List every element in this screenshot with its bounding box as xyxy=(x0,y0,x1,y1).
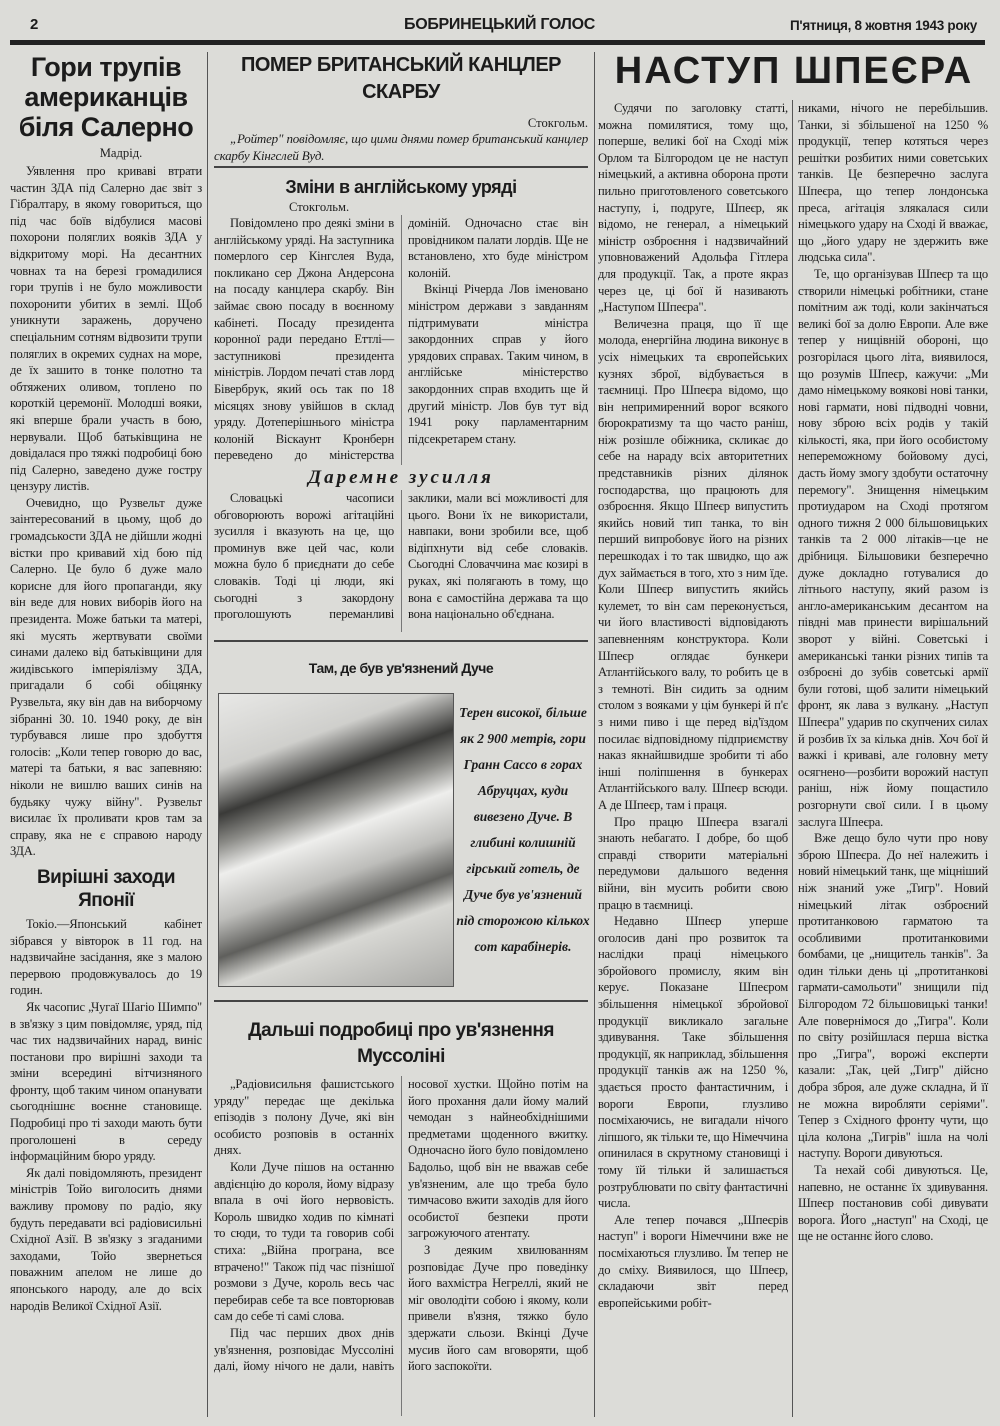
paragraph: Але тепер почався „Шпеєрів наступ" і вороги Німеччини вже не посміхаються глузливо. Їм тепер не до сміху. Виявилося, що Шпеєр, складаючи звіт перед европейськими робіт- xyxy=(598,1212,788,1310)
newspaper-name: БОБРИНЕЦЬКИЙ ГОЛОС xyxy=(404,16,595,33)
paragraph: Про працю Шпеєра взагалі знають небагато. І добре, бо щоб справді створити матеріальні передумови дальшого ведення війни, він мусить робити свою працю в таємниці. xyxy=(598,814,788,912)
dateline: Мадрід. xyxy=(99,146,143,160)
headline: Гори трупів американців біля Салерно xyxy=(18,52,194,142)
headline: Вирішні заходи Японії xyxy=(36,866,176,911)
paragraph: Повідомлено про деякі зміни в англійському уряді. На заступника померлого сер Кінгслея Вуда, покликано сер Джона Андерсона на посаду канцлера скарбу. Він займає свою посаду в воєнному кабінеті. Посаду президента коронної ради передано Еттлі—заступникові президента міністрів. Лордом печаті став лорд Бівербрук, який ось так по 18 місяцях знову увійшов в склад уряду. Дотеперішнього міністра колоній Віскаунт Кронберн переведено до міністерства доміній. Одночасно стає він провідником палати лордів. Ще не встановлено, хто буде міністром колоній. xyxy=(214,216,588,463)
article-cabinet-changes xyxy=(214,174,588,465)
paragraph: Та нехай собі дивуються. Це, напевно, не останнє їх здивування. Шпеєр постановив собі дивувати ворога. Його „наступ" на Сході, це ще не останнє його слово. xyxy=(798,1163,988,1244)
article-body xyxy=(214,490,588,632)
section-rule xyxy=(214,1000,588,1002)
article-body-col4 xyxy=(598,100,788,1311)
photo-caption: Терен високої, більше як 2 900 метрів, гори Гранн Сассо в горах Абруццах, куди вивезено Дуче. В глибині колишній гірський готель, де Дуче був ув'язнений під сторожою кількох сот карабінерів. xyxy=(456,705,590,954)
paragraph: Уявлення про криваві втрати частин ЗДА під Салерно дає звіт з Гібралтару, в якому говориться, що під час боїв відбулися масові похорони поляглих вояків ЗДА у відкритому морі. На десантних човнах та на березі громадилися гори трупів і не було можливости похоронити убитих в землі. Щоб уникнути заражень, доручено спеціальним сотням відвозити трупи поляглих в окремих суднах на море, де їх зашито в тонке полотно та обтяжених оливом, топлено по короткій церемонії. Молодші вояки, які вперше брали участь в бою, нервували. Щоб батьківщина не довідалася про тяжкі подробиці бою під Салерно, заведено дуже гостру цензуру листів. xyxy=(10,164,202,494)
paragraph: З деяким хвилюванням розповідає Дуче про поведінку його вахмістра Негреллі, який не міг оволодіти собою і якому, коли привели в'язня, тяжко було здержати сльози. Вкінці Дуче мусив його сам вговоряти, щоб його заспокоїти. xyxy=(408,1242,588,1374)
column-divider xyxy=(594,52,595,1417)
headline: Дальші подробиці про ув'язнення Муссоліні xyxy=(248,1020,554,1067)
section-rule xyxy=(214,166,588,168)
paragraph: Коли Дуче пішов на останню авдієнцію до короля, йому відразу впала в очі його нервовість. Король швидко ходив по кімнаті то сюди, то туди та говорив собі стиха: „Війна програна, все втрачено!" Також під час пізнішої розмови з Дуче, король весь час перебирав себе та все повторював сам до себе ті самі слова. xyxy=(214,1159,394,1324)
paragraph: Судячи по заголовку статті, можна помилятися, тому що, поперше, великі бої на Сході між Орлом та Білгородом це не наступ німецький, а активна оборона проти пильно приготовленого советського наступу, і, подруге, Шпеєр, як відомо, не генерал, а німецький міністр озброєння і надзвичайний уповноважений Адольфа Гітлера для продукції. Так, а проте якраз через це, ці бої й називають „Наступом Шпеєра". xyxy=(598,101,788,315)
dateline: Стокгольм. xyxy=(289,200,350,214)
article-body xyxy=(10,916,202,1314)
dateline: Стокгольм. xyxy=(527,116,588,130)
column-divider xyxy=(792,100,793,1417)
photo-title: Там, де був ув'язнений Дуче xyxy=(308,660,494,676)
paragraph: Вкінці Річерда Лов іменовано міністром держави з завданням підтримувати міністра закордонних справ у його урядових справах. Таким чином, в англійське міністерство закордонних справ входить ще й другий міністр. Лов був тут від 1941 року парламентарним підсекретарем стану. xyxy=(408,282,588,446)
headline: Даремне зусилля xyxy=(308,467,494,488)
article-body xyxy=(214,1076,588,1416)
paragraph: „Радіовисильня фашистського уряду" передає ще декілька епізодів з полону Дуче, які він особисто розповів в останніх днях. xyxy=(214,1077,394,1158)
paragraph: Те, що організував Шпеєр та що створили німецькі робітники, стане помітним аж тоді, коли закінчаться великі бої за долю Европи. Але вже тепер у нищівній обороні, що розгорілася цього літа, виявилося, що розумів Шпеєр, кажучи: „Ми дамо німецькому воякові нові танки, нові гармати, нові підводні човни, нову зброю всіх родів у такій кількості, яка, при його особистому непереможному бойовому дусі, дасть йому змогу здобути остаточну перемогу". Знищення німецьким протиударом на Сході протягом одного тижня 2 000 більшовицьких танків та 2 000 літаків—це не дрібниця. Більшовики безперечно дуже докладно готувалися до літнього наступу, який разом із англо-американським десантом на півдні мав принести вирішальний зворот у війні. Советські і американські танки різних типів та озброєні до зубів советські армії були готові, щоб залити німецький фронт, як лава з вулкану. „Наступ Шпеєра" ударив по скупчених силах й розбив їх за кілька днів. Хоч бої й важкі і криваві, але головну мету осягнено—розбити ворожий наступ раніш, ніж йому пощастило розгорнути свої сили. І в цьому заслуга Шпеєра. xyxy=(798,266,988,829)
article-body xyxy=(214,131,588,164)
article-body xyxy=(214,215,588,465)
paragraph: Як часопис „Чугаї Шагіо Шимпо" в зв'язку з цим повідомляє, уряд, під час тих надзвичайних нарад, виніс постанови про вирішні заходи та зміни всередині вітчизняного фронту, щоб таким чином опанувати сьогоднішнє воєнне становище. Подробиці про ті заходи мають бути проголошені в середу інформаційним бюро уряду. xyxy=(10,999,202,1164)
header-rule xyxy=(10,40,985,45)
paragraph: Як далі повідомляють, президент міністрів Тойо виголосить днями важливу промову по радіо, яку будуть передавати всі радіовисильні Східної Азії. В зв'язку з згаданими заходами, Тойо звернеться поважним апелом не лише до японського народу, але до всіх народів Великої Східної Азії. xyxy=(10,1165,202,1313)
paragraph: Токіо.—Японський кабінет зібрався у вівторок в 11 год. на надзвичайне засідання, яке з малою перервою продовжувалось до 19 годин. xyxy=(10,916,202,998)
article-salerno xyxy=(10,52,202,1314)
article-body-col5 xyxy=(798,100,988,1245)
paragraph: никами, нічого не перебільшив. Танки, зі збільшеної на 1250 % продукції, тепер котяться через решітки розбитих ними советських танків. Це безперечно заслуга Шпеєра, що тепер лондонська преса, агітація злякалася сили німецького удару на Сході й вважає, що „його удару не здержить вже людська сила". xyxy=(798,101,988,265)
article-body xyxy=(10,163,202,860)
paragraph: Вже дещо було чути про нову зброю Шпеєра. До неї належить і новий німецький танк, ще міцніший ніж знаний уже „Тигр". Новий німецький літак озброєний протитанковою гарматою та особливими протитанковими бомбами, це „нищитель танків". За один тільки день ці „протитанкові гармати-самольоти" знищили під Білгородом 72 більшовицькі танки! Але повернімося до „Тигра". Коли по світу розійшлася перша вістка про „Тигра", ворожі експерти казали: „Так, цей „Тигр" дійсно добра зброя, але дуже складна, й її не можна виробляти серіями". Тепер з Східного фронту чути, що ціла колона „Тигрів" ішла на чолі наступу. Вороги дивуються. xyxy=(798,831,988,1161)
headline: ПОМЕР БРИТАНСЬКИЙ КАНЦЛЕР СКАРБУ xyxy=(240,54,561,103)
paragraph: Словацькі часописи обговорюють ворожі агітаційні зусилля і вказують на це, що проминув вже цей час, коли можна було б приєднати до себе словаків. Тоді ці люди, які сьогодні з закордону проголошують переманливі заклики, мали всі можливості для цього. Вони їх не використали, навпаки, вони зробили все, щоб відіпхнути від себе словаків. Сьогодні Словаччина має козирі в руках, які полягають в тому, що вона є самостійна держава та що вона національно об'єднана. xyxy=(214,491,588,622)
page-number: 2 xyxy=(30,16,39,33)
article-chancellor xyxy=(214,52,588,164)
column-divider xyxy=(207,52,208,1417)
paragraph: Під час перших двох днів ув'язнення, розповідає Муссоліні далі, йому нічого не дали, навіть носової хустки. Щойно потім на його прохання дали йому малий чемодан з найнеобхіднішими предметами щоденного вжитку. Одночасно його було повідомлено Бадольо, щоб він не вважав себе ув'язненим, але що треба було тимчасово вжити заходів для його особистої безпеки проти загрожуючого атентату. xyxy=(214,1077,588,1374)
paragraph: Величезна праця, що її ще молода, енергійна людина виконує в усіх німецьких та європейських кузнях зброї, відбувається в таємниці. Про Шпеєра відомо, що він непримиренний ворог всякого бюрократизму та що часто раніш, ніж розішле обіжника, скликає до себе на нараду всіх авторитетних представників різних ділянок господарства, що працюють для озброєння. Якщо Шпеєр випустить якийсь новий тип танка, то він перший випробовує його на різних перешкодах і то так швидко, що аж дух займається в того, хто з ним їде. Коли Шпеєр випустить якийсь кулемет, то він сам переконується, чи його властивості відповідають запевненням конструктора. Коли Шпеєр оглядає бункери Атлантійського валу, то робить це в з темноті. Він сидить за одним столом з вояками у цім бункері й п'є з ними пиво і ще перед від'їздом посилає відповідному підприємству наказ якнайшвидше зробити ті або інші поліпшення в бункерах Атлантійського валу. Шпеєр всюди. А де Шпеєр, там і праця. xyxy=(598,316,788,812)
paragraph: „Ройтер" повідомляє, що цими днями помер британський канцлер скарбу Кінгслей Вуд. xyxy=(214,131,588,163)
gran-sasso-photo xyxy=(218,693,454,987)
article-futile-efforts xyxy=(214,466,588,632)
article-mussolini xyxy=(214,1018,588,1416)
issue-date: П'ятниця, 8 жовтня 1943 року xyxy=(790,18,977,33)
headline-speer: НАСТУП ШПЕЄРА xyxy=(614,50,974,92)
paragraph: Очевидно, що Рузвельт дуже заінтересований в цьому, щоб до громадськости ЗДА не дійшли жодні вістки про кривавий хід бою під Салерно. Це було б дуже мало корисне для його пропаганди, яку він веде для нових виборів його на президента. Може батьки та матері, які мусять жертвувати своїми синами далеко від батьківщини для жидівського імперіялізму ЗДА, пригадали б собі обіцянку Рузвельта, яку він дав на виборчому зібранні 30. 10. 1940 року, де він турбувався лише про здобуття голосів: „Коли тепер говорю до вас, матері та батьки, я вас запевняю: ніколи не вишлю ваших синів на будьяку чужу війну". Рузвельт висилає їх проливати кров там за справу, яка не є справою народу ЗДА. xyxy=(10,495,202,859)
section-rule xyxy=(214,640,588,642)
headline: Зміни в англійському уряді xyxy=(285,177,517,197)
paragraph: Недавно Шпеєр уперше оголосив дані про розвиток та наслідки праці німецького збройового промислу, яким він керує. Показане Шпеєром збільшення німецької збройової продукції викликало загальне здивування. Таке збільшення продукції, як наприклад, збільшення продукції танків аж на 1250 %, здається просто фантастичним, і вороги Европи, глузливо посміхаючись, не вигадали нічого ліпшого, як тільки те, що Німеччина опинилася в скрутному становищі і тому їй тільки й залишається розтрублювати по світу фантастичні числа. xyxy=(598,914,788,1211)
